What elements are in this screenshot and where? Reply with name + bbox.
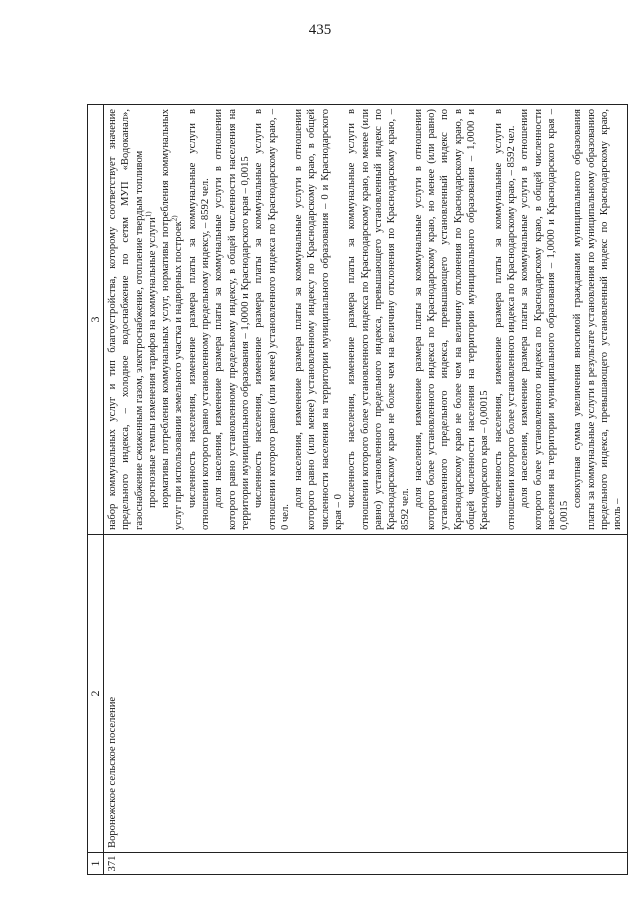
paragraph-text: численность населения, изменение размера платы за коммунальные услуги в отношении которого более установленного индекса по Краснодарскому краю, – 8592 чел. <box>492 109 517 530</box>
paragraph-text: численность населения, изменение размера платы за коммунальные услуги в отношении которого равно (или менее) установленного индекса по Краснодарскому краю, – 0 чел. <box>253 109 291 530</box>
rotated-table-sheet <box>87 105 624 875</box>
page-number: 435 <box>308 22 332 38</box>
description-paragraph <box>292 109 345 530</box>
description-paragraph <box>146 109 159 530</box>
description-paragraph <box>345 109 411 530</box>
description-paragraph <box>252 109 292 530</box>
description-cell <box>104 105 628 535</box>
description-paragraph <box>518 109 571 530</box>
description-paragraph <box>159 109 186 530</box>
row-number: 371 <box>104 853 628 875</box>
footnote-marker: 1) <box>144 211 153 218</box>
paragraph-text: совокупная сумма увеличения вносимой гражданами муниципального образования платы за коммунальные услуги в результате установления по муниципальному образованию предельного индекса, превышающего установленный индекс по Краснодарскому краю, июль – <box>572 109 624 530</box>
header-col-1: 1 <box>88 853 104 875</box>
paragraph-text: набор коммунальных услуг и тип благоустройства, которому соответствует значение предельного индекса, – холодное водоснабжение по сетям МУП «Водоканал», газоснабжение сжиженным газом, электроснабжение, отопление твердым топливом <box>107 109 145 530</box>
paragraph-text: доля населения, изменение размера платы за коммунальные услуги в отношении которого равно (или менее) установленному индексу по Краснодарскому краю, в общей численности населения на территории муниципального образования – 0 и Краснодарского края – 0 <box>293 109 345 530</box>
description-paragraph <box>412 109 492 530</box>
description-paragraph <box>492 109 519 530</box>
description-paragraph <box>106 109 146 530</box>
table-header-row <box>88 105 104 875</box>
description-paragraph <box>571 109 624 530</box>
header-col-3: 3 <box>88 105 104 535</box>
paragraph-text: доля населения, изменение размера платы за коммунальные услуги в отношении которого равно установленному предельному индексу, в общей численности населения на территории муниципального образования – 1,0000 и Краснодарского края – 0,0015 <box>213 109 251 530</box>
paragraph-text: нормативы потребления коммунальных услуг, нормативы потребления коммунальных услуг при использовании земельного участка и надворных построек <box>160 109 185 530</box>
description-paragraph <box>186 109 213 530</box>
paragraph-text: доля населения, изменение размера платы за коммунальные услуги в отношении которого более установленного индекса по Краснодарскому краю, в общей численности населения на территории муниципального образования – 1,0000 и Краснодарского края – 0,0015 <box>519 109 571 530</box>
paragraph-text: доля населения, изменение размера платы за коммунальные услуги в отношении которого более установленного индекса по Краснодарскому краю, но менее (или равно) установленного предельного индекса, превышающего установленный индекс по Краснодарскому краю не более чем на величину отклонения по Краснодарскому краю, в общей численности населения на территории муниципального образования – 1,0000 и Краснодарского края – 0,00015 <box>412 109 491 530</box>
description-paragraph <box>212 109 252 530</box>
paragraph-text: численность населения, изменение размера платы за коммунальные услуги в отношении которого равно установленному предельному индексу, – 8592 чел. <box>186 109 212 530</box>
header-col-2: 2 <box>88 535 104 853</box>
footnote-marker: 2) <box>170 215 179 222</box>
paragraph-text: прогнозные темпы изменения тарифов на коммунальные услуги <box>146 217 158 508</box>
paragraph-text: численность населения, изменение размера платы за коммунальные услуги в отношении которого более установленного индекса по Краснодарскому краю, но менее (или равно) установленного предельного индекса, превышающего установленный индекс по Краснодарскому краю не более чем на величину отклонения по Краснодарскому краю, – 8592 чел. <box>346 109 411 530</box>
table-row <box>104 105 628 875</box>
settlement-table <box>87 104 628 875</box>
settlement-name: Воронежское сельское поселение <box>104 535 628 853</box>
